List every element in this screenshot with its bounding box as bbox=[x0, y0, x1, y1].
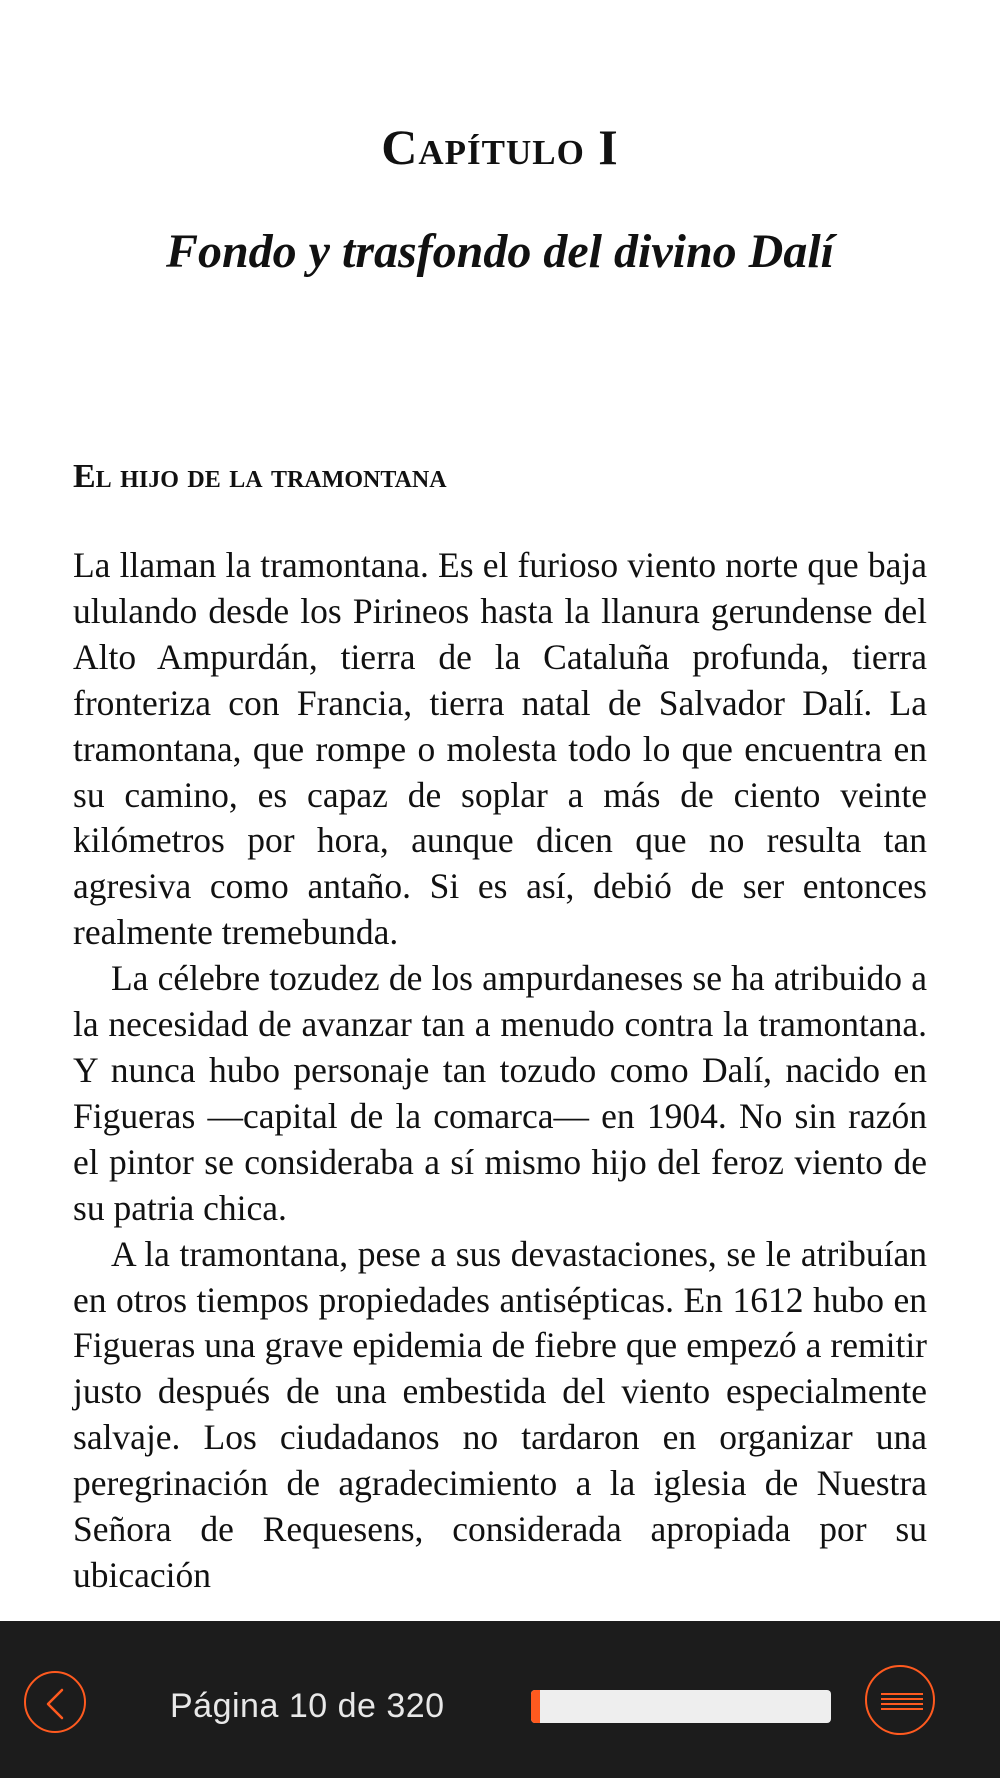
bottom-toolbar bbox=[0, 1621, 1000, 1778]
body-text bbox=[73, 543, 927, 1599]
section-heading: El hijo de la tramontana bbox=[73, 458, 447, 495]
paragraph: La llaman la tramontana. Es el furioso viento norte que baja ululando desde los Pirineos hasta la llanura gerundense del Alto Ampurdán, tierra de la Cataluña profunda, tierra fronteriza con Francia, tierra natal de Salvador Dalí. La tramontana, que rompe o molesta todo lo que encuentra en su camino, es capaz de soplar a más de ciento veinte kilómetros por hora, aunque dicen que no resulta tan agresiva como antaño. Si es así, debió de ser entonces realmente tremebunda. bbox=[73, 545, 927, 953]
menu-lines-icon bbox=[867, 1667, 937, 1737]
progress-fill bbox=[531, 1690, 540, 1723]
chapter-heading: Capítulo I bbox=[381, 119, 619, 175]
menu-button[interactable] bbox=[865, 1665, 935, 1735]
chevron-left-icon bbox=[26, 1673, 88, 1735]
reading-progress-bar[interactable] bbox=[531, 1690, 831, 1723]
chapter-subtitle: Fondo y trasfondo del divino Dalí bbox=[165, 225, 835, 278]
back-button[interactable] bbox=[24, 1671, 86, 1733]
paragraph: A la tramontana, pese a sus devastaciones, se le atribuían en otros tiempos propiedades antisépticas. En 1612 hubo en Figueras una grave epidemia de fiebre que empezó a remitir justo después de una embestida del viento especialmente salvaje. Los ciudadanos no tardaron en organizar una peregrinación de agradecimiento a la iglesia de Nuestra Señora de Requesens, considerada apropiada por su ubicación bbox=[73, 1233, 927, 1595]
page-indicator: Página 10 de 320 bbox=[170, 1687, 445, 1725]
paragraph: La célebre tozudez de los ampurdaneses se ha atribuido a la necesidad de avanzar tan a menudo contra la tramontana. Y nunca hubo personaje tan tozudo como Dalí, nacido en Figueras —capital de la comarca— en 1904. No sin razón el pintor se consideraba a sí mismo hijo del feroz viento de su patria chica. bbox=[73, 958, 927, 1228]
